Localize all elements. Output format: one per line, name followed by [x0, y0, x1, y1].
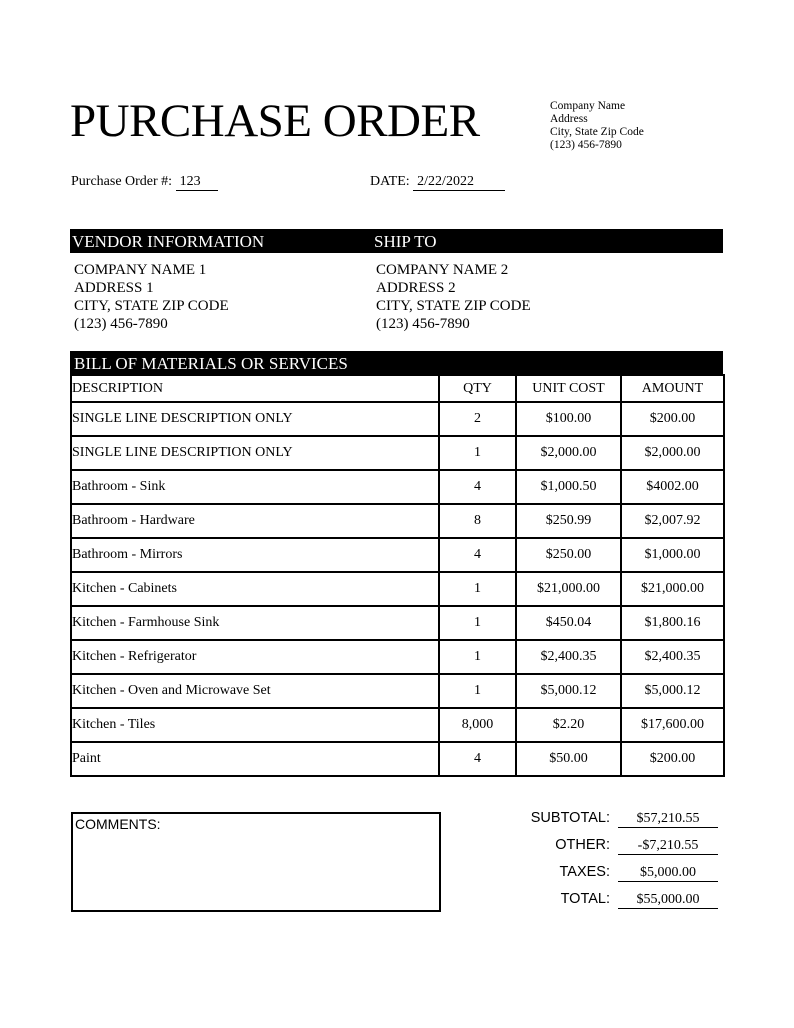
item-unit-cost: $5,000.12: [516, 674, 621, 708]
vendor-line: CITY, STATE ZIP CODE: [74, 298, 229, 314]
company-address: Address: [550, 113, 588, 125]
item-qty: 4: [439, 470, 516, 504]
total-row: [500, 891, 730, 918]
item-description: SINGLE LINE DESCRIPTION ONLY: [71, 402, 439, 436]
date-field: [370, 174, 505, 191]
items-table: [70, 374, 725, 777]
po-number-field: [71, 174, 218, 191]
subtotal-value: $57,210.55: [618, 810, 718, 828]
item-amount: $2,007.92: [621, 504, 724, 538]
total-value: $55,000.00: [618, 891, 718, 909]
item-amount: $1,000.00: [621, 538, 724, 572]
item-qty: 1: [439, 606, 516, 640]
column-header-qty: QTY: [439, 375, 516, 402]
subtotal-label: SUBTOTAL:: [530, 810, 610, 826]
item-description: SINGLE LINE DESCRIPTION ONLY: [71, 436, 439, 470]
table-row: [71, 436, 724, 470]
item-qty: 1: [439, 674, 516, 708]
comments-label: COMMENTS:: [75, 816, 161, 832]
po-number-value[interactable]: 123: [176, 174, 218, 191]
item-qty: 8: [439, 504, 516, 538]
taxes-row: [500, 864, 730, 891]
item-unit-cost: $250.99: [516, 504, 621, 538]
item-description: Bathroom - Sink: [71, 470, 439, 504]
comments-box[interactable]: [71, 812, 441, 912]
po-number-label: Purchase Order #:: [71, 174, 173, 189]
item-amount: $17,600.00: [621, 708, 724, 742]
item-amount: $4002.00: [621, 470, 724, 504]
table-row: [71, 606, 724, 640]
ship-to-line: CITY, STATE ZIP CODE: [376, 298, 531, 314]
bill-heading: BILL OF MATERIALS OR SERVICES: [74, 354, 348, 373]
item-unit-cost: $450.04: [516, 606, 621, 640]
item-qty: 4: [439, 538, 516, 572]
page-title: PURCHASE ORDER: [70, 95, 480, 147]
address-header-bar: [70, 229, 723, 253]
item-amount: $200.00: [621, 742, 724, 776]
other-row: [500, 837, 730, 864]
taxes-value: $5,000.00: [618, 864, 718, 882]
item-amount: $21,000.00: [621, 572, 724, 606]
ship-to-line: ADDRESS 2: [376, 280, 456, 296]
table-row: [71, 708, 724, 742]
item-qty: 1: [439, 640, 516, 674]
column-header-unit-cost: UNIT COST: [516, 375, 621, 402]
company-info: [550, 100, 644, 152]
bill-header-bar: [70, 351, 723, 375]
ship-to-line: COMPANY NAME 2: [376, 262, 509, 278]
item-amount: $2,400.35: [621, 640, 724, 674]
table-row: [71, 674, 724, 708]
item-description: Kitchen - Tiles: [71, 708, 439, 742]
taxes-label: TAXES:: [559, 864, 610, 880]
other-label: OTHER:: [555, 837, 610, 853]
table-row: [71, 572, 724, 606]
item-unit-cost: $1,000.50: [516, 470, 621, 504]
item-description: Bathroom - Mirrors: [71, 538, 439, 572]
column-header-amount: AMOUNT: [621, 375, 724, 402]
total-label: TOTAL:: [560, 891, 610, 907]
item-unit-cost: $50.00: [516, 742, 621, 776]
table-row: [71, 470, 724, 504]
totals-block: [500, 810, 730, 918]
item-description: Bathroom - Hardware: [71, 504, 439, 538]
table-row: [71, 742, 724, 776]
item-unit-cost: $2.20: [516, 708, 621, 742]
company-city: City, State Zip Code: [550, 126, 644, 138]
item-qty: 2: [439, 402, 516, 436]
vendor-line: COMPANY NAME 1: [74, 262, 207, 278]
item-description: Kitchen - Cabinets: [71, 572, 439, 606]
item-amount: $1,800.16: [621, 606, 724, 640]
item-amount: $2,000.00: [621, 436, 724, 470]
item-amount: $5,000.12: [621, 674, 724, 708]
company-phone: (123) 456-7890: [550, 139, 622, 151]
item-description: Kitchen - Farmhouse Sink: [71, 606, 439, 640]
item-unit-cost: $100.00: [516, 402, 621, 436]
item-qty: 8,000: [439, 708, 516, 742]
company-name: Company Name: [550, 100, 626, 112]
item-unit-cost: $2,000.00: [516, 436, 621, 470]
other-value: -$7,210.55: [618, 837, 718, 855]
date-value[interactable]: 2/22/2022: [413, 174, 505, 191]
item-unit-cost: $21,000.00: [516, 572, 621, 606]
item-unit-cost: $2,400.35: [516, 640, 621, 674]
vendor-address: [74, 261, 229, 333]
subtotal-row: [500, 810, 730, 837]
vendor-line: (123) 456-7890: [74, 316, 168, 332]
table-row: [71, 538, 724, 572]
table-row: [71, 640, 724, 674]
vendor-line: ADDRESS 1: [74, 280, 154, 296]
vendor-heading: VENDOR INFORMATION: [72, 232, 265, 251]
item-description: Kitchen - Oven and Microwave Set: [71, 674, 439, 708]
item-unit-cost: $250.00: [516, 538, 621, 572]
item-description: Paint: [71, 742, 439, 776]
ship-to-heading: SHIP TO: [374, 232, 437, 251]
item-qty: 1: [439, 436, 516, 470]
item-amount: $200.00: [621, 402, 724, 436]
table-row: [71, 504, 724, 538]
table-row: [71, 402, 724, 436]
item-qty: 4: [439, 742, 516, 776]
table-header-row: [71, 375, 724, 402]
ship-to-address: [376, 261, 531, 333]
item-description: Kitchen - Refrigerator: [71, 640, 439, 674]
item-qty: 1: [439, 572, 516, 606]
date-label: DATE:: [370, 174, 410, 189]
ship-to-line: (123) 456-7890: [376, 316, 470, 332]
column-header-description: DESCRIPTION: [71, 375, 439, 402]
